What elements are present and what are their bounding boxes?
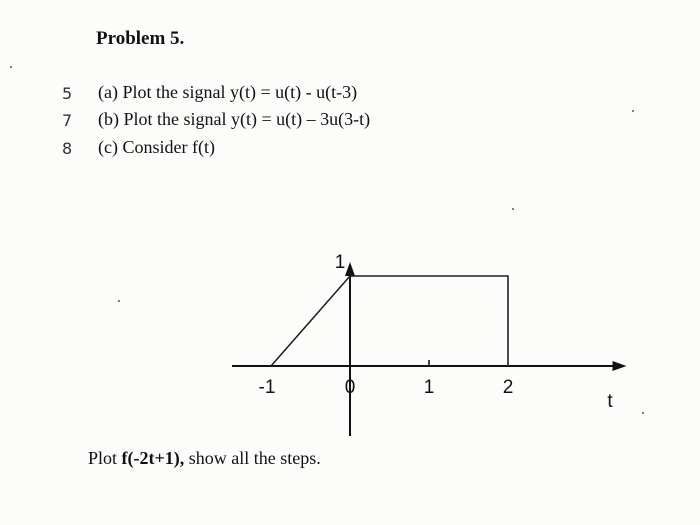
- x-tick-label: -1: [258, 377, 276, 398]
- signal-line: [271, 276, 508, 366]
- problem-title: Problem 5.: [96, 28, 185, 49]
- speck: [632, 110, 634, 112]
- x-tick-label: 2: [502, 377, 514, 398]
- speck: [512, 208, 514, 210]
- footer-instruction: [88, 448, 321, 469]
- footer-expression: f(-2t+1),: [121, 448, 185, 468]
- x-tick-label: 1: [423, 377, 435, 398]
- item-b-text: (b) Plot the signal y(t) = u(t) – 3u(3-t): [98, 109, 371, 129]
- item-c-text: (c) Consider f(t): [98, 137, 215, 157]
- speck: [642, 412, 644, 414]
- handwritten-points-a: 5: [62, 84, 73, 103]
- speck: [10, 66, 12, 68]
- x-axis-arrow: [613, 361, 627, 371]
- x-tick-label: 0: [344, 377, 356, 398]
- y-tick-label: 1: [334, 252, 346, 273]
- footer-suffix: show all the steps.: [184, 448, 321, 468]
- y-axis-arrow: [345, 262, 355, 276]
- x-axis-label: t: [607, 391, 613, 412]
- speck: [118, 300, 120, 302]
- item-a-text: (a) Plot the signal y(t) = u(t) - u(t-3): [98, 82, 358, 102]
- handwritten-points-c: 8: [62, 139, 73, 158]
- footer-prefix: Plot: [88, 448, 122, 468]
- handwritten-points-b: 7: [62, 111, 73, 130]
